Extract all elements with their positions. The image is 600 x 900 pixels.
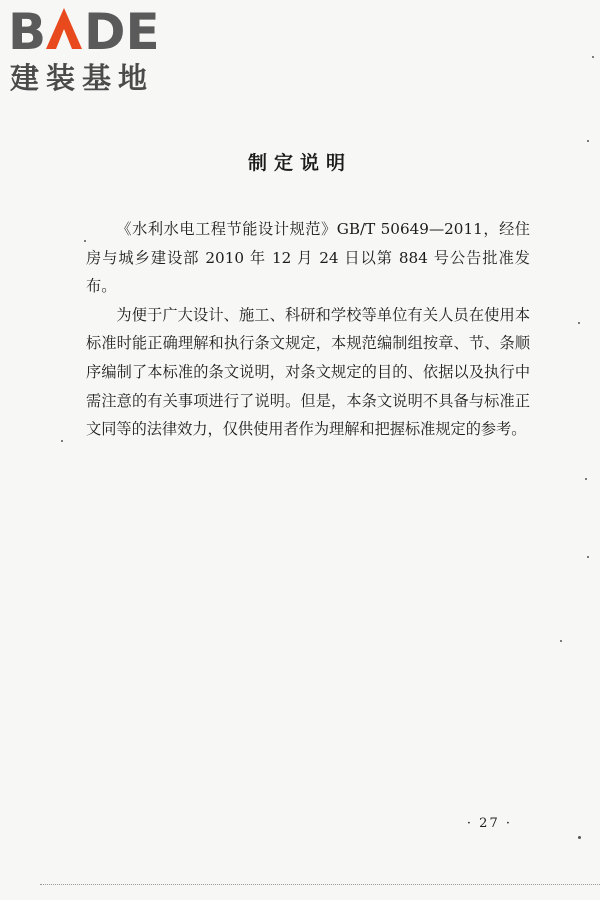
page-title: 制定说明 <box>247 152 352 174</box>
scan-speck <box>578 836 581 839</box>
scan-speck <box>592 56 594 58</box>
scan-noise-line <box>40 884 600 886</box>
scan-speck <box>587 556 589 558</box>
bade-logo <box>6 4 178 95</box>
scan-speck <box>587 140 589 142</box>
page-number: · 27 · <box>466 816 512 831</box>
scan-speck <box>585 478 587 480</box>
bade-logo-icon <box>6 4 178 56</box>
paragraph-1: 《水利水电工程节能设计规范》GB/T 50649—2011，经住房与城乡建设部 2010 年 12 月 24 日以第 884 号公告批准发布。 <box>86 220 530 296</box>
scan-speck <box>84 240 86 242</box>
scan-speck <box>560 640 562 642</box>
body-text <box>86 215 530 444</box>
scan-speck <box>578 322 580 324</box>
logo-subtitle: 建装基地 <box>10 61 155 95</box>
paragraph-2: 为便于广大设计、施工、科研和学校等单位有关人员在使用本标准时能正确理解和执行条文规定，本规范编制组按章、节、条顺序编制了本标准的条文说明，对条文规定的目的、依据以及执行中需注意的有关事项进行了说明。但是，本条文说明不具备与标准正文同等的法律效力，仅供使用者作为理解和把握标准规定的参考。 <box>86 305 530 439</box>
scan-speck <box>61 440 63 442</box>
svg-text:DE: DE <box>84 4 160 56</box>
svg-text:B: B <box>8 4 47 56</box>
